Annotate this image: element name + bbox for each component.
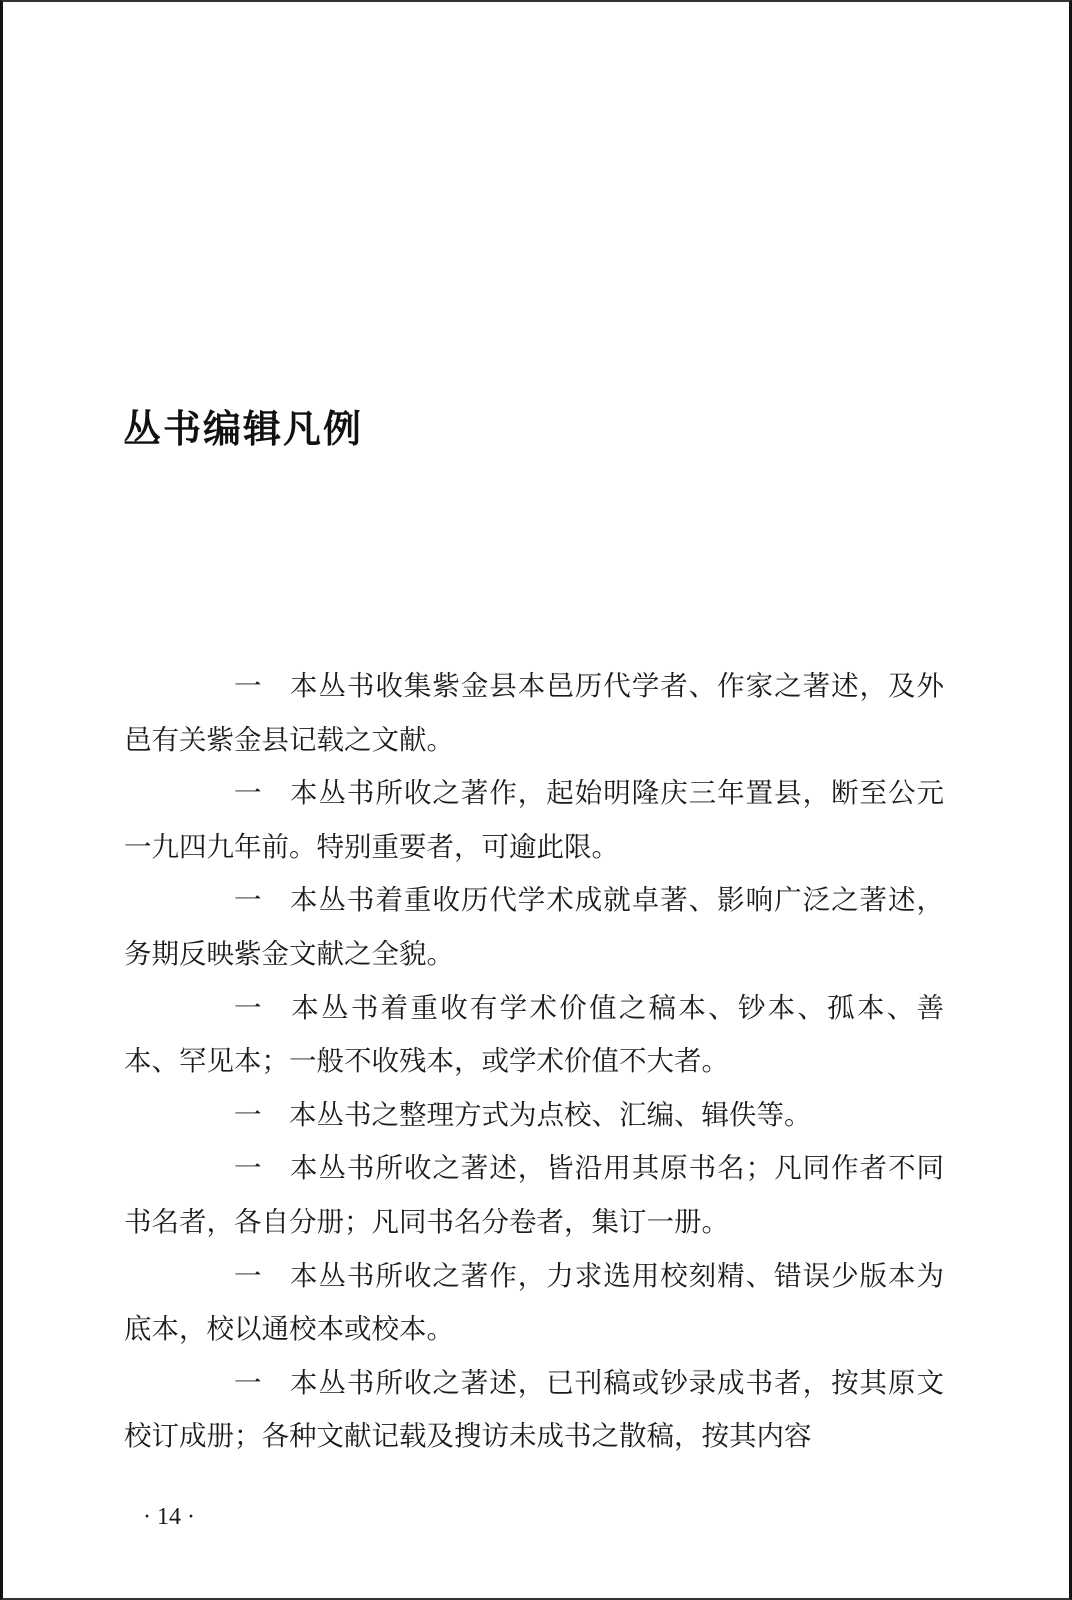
guideline-item: [124, 982, 944, 1089]
item-text: 本丛书所收之著述，皆沿用其原书名；凡同作者不同书名者，各自分册；凡同书名分卷者，集订一册。: [124, 1152, 944, 1238]
guideline-item: [124, 874, 944, 981]
page-title: 丛书编辑凡例: [123, 406, 364, 451]
guideline-item: [124, 660, 944, 767]
item-text: 本丛书之整理方式为点校、汇编、辑佚等。: [289, 1098, 812, 1131]
page-number: · 14 ·: [143, 1504, 195, 1530]
item-text: 本丛书所收之著作，力求选用校刻精、错误少版本为底本，校以通校本或校本。: [124, 1259, 944, 1346]
item-text: 本丛书着重收有学术价值之稿本、钞本、孤本、善本、罕见本；一般不收残本，或学术价值不大者。: [124, 991, 944, 1078]
item-dash: 一: [234, 1152, 262, 1185]
item-dash: 一: [234, 884, 262, 917]
guideline-item: [124, 1142, 944, 1249]
guideline-item: [124, 1089, 944, 1143]
item-text: 本丛书着重收历代学术成就卓著、影响广泛之著述，务期反映紫金文献之全貌。: [124, 884, 944, 970]
item-dash: 一: [234, 670, 262, 702]
item-dash: 一: [234, 1098, 262, 1131]
item-dash: 一: [234, 991, 262, 1024]
guideline-item: [124, 1357, 944, 1464]
item-dash: 一: [234, 1259, 262, 1292]
item-text: 本丛书所收之著作，起始明隆庆三年置县，断至公元一九四九年前。特别重要者，可逾此限。: [124, 777, 944, 863]
item-dash: 一: [234, 777, 262, 810]
guideline-item: [124, 1250, 944, 1357]
editorial-guidelines: [124, 660, 944, 1464]
item-text: 本丛书所收之著述，已刊稿或钞录成书者，按其原文校订成册；各种文献记载及搜访未成书之散稿，按其内容: [124, 1366, 944, 1453]
item-text: 本丛书收集紫金县本邑历代学者、作家之著述，及外邑有关紫金县记载之文献。: [124, 670, 944, 756]
item-dash: 一: [234, 1366, 262, 1399]
guideline-item: [124, 767, 944, 874]
